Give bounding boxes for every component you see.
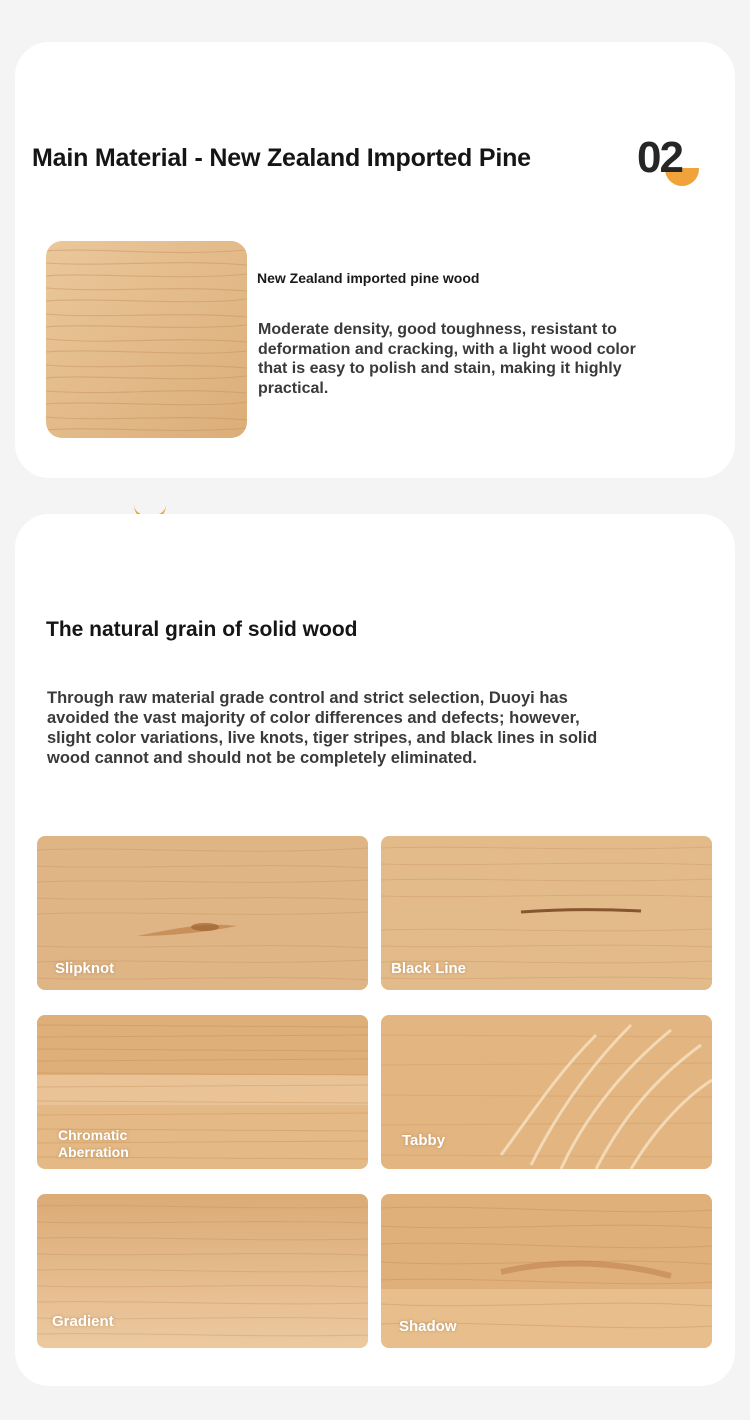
grain-tile-chromatic-aberration [37, 1015, 368, 1169]
section-number: 02 [637, 133, 682, 182]
section-number-badge [637, 132, 707, 192]
wood-grain-title: The natural grain of solid wood [46, 618, 358, 641]
tile-label-shadow: Shadow [399, 1318, 457, 1335]
wood-grain-card [15, 514, 735, 1386]
tile-label-black-line: Black Line [391, 960, 467, 977]
tile-label-chromatic-aberration: Chromatic Aberration [58, 1127, 129, 1160]
grain-tile-shadow [381, 1194, 712, 1348]
tile-label-tabby: Tabby [402, 1132, 446, 1149]
pine-wood-sample-image [46, 241, 247, 438]
wood-grain-description: Through raw material grade control and strict selection, Duoyi has avoided the vast majority of color differences and defects; however, slight color variations, live knots, tiger stripes, and black lines in solid wood cannot and should not be completely eliminated. [47, 689, 598, 767]
grain-tile-black-line [381, 836, 712, 990]
grain-tile-gradient [37, 1194, 368, 1348]
tile-label-slipknot: Slipknot [55, 960, 115, 977]
main-material-title: Main Material - New Zealand Imported Pine [32, 144, 531, 172]
wood-description: Moderate density, good toughness, resistant to deformation and cracking, with a light wood color that is easy to polish and stain, making it highly practical. [258, 321, 636, 397]
grain-tile-slipknot [37, 836, 368, 990]
main-material-card [15, 42, 735, 478]
tile-label-gradient: Gradient [52, 1313, 114, 1330]
grain-tile-tabby [381, 1015, 712, 1169]
wood-type-label: New Zealand imported pine wood [257, 270, 480, 286]
